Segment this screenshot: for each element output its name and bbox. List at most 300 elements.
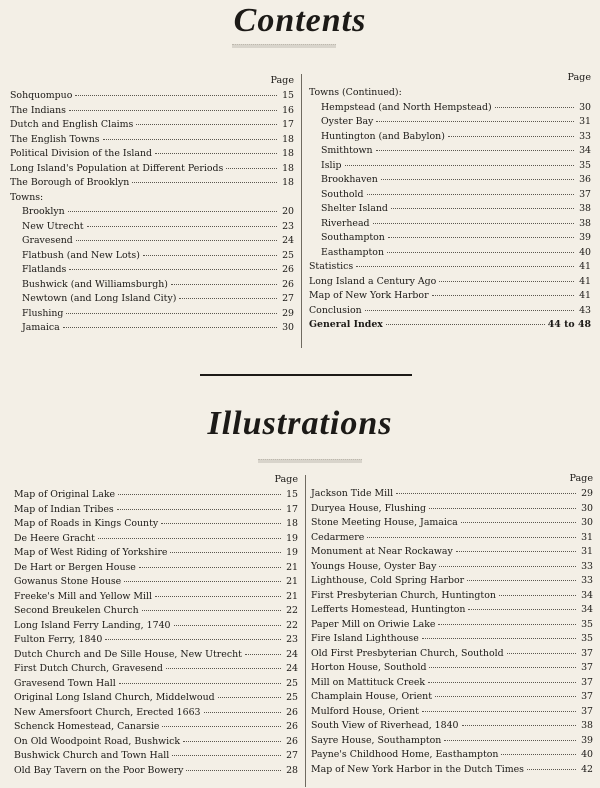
- title-ornament: [258, 459, 362, 463]
- entry-page-number: 34: [579, 145, 591, 156]
- entry-page-number: 31: [581, 531, 593, 543]
- entry-page-number: 33: [581, 575, 593, 586]
- entry-title: Old First Presbyterian Church, Southold: [311, 647, 504, 659]
- illustration-entry: [14, 764, 298, 779]
- illustration-entry: [311, 661, 593, 676]
- entry-title: Flatlands: [22, 264, 67, 275]
- entry-title: Easthampton: [321, 246, 384, 258]
- contents-entry: [309, 260, 591, 275]
- entry-page-number: 26: [286, 706, 298, 718]
- dot-leader: [155, 153, 277, 154]
- dot-leader: [155, 596, 281, 597]
- entry-page-number: 35: [581, 633, 593, 644]
- contents-entry: [309, 202, 591, 217]
- entry-page-number: 40: [579, 246, 591, 258]
- entry-page-number: 29: [581, 488, 593, 499]
- illustration-entry: [311, 690, 593, 705]
- entry-title: General Index: [309, 319, 383, 330]
- dot-leader: [87, 226, 277, 227]
- illustration-entry: [311, 734, 593, 749]
- entry-title: Riverhead: [321, 217, 370, 229]
- contents-entry: [10, 89, 294, 104]
- entry-title: Mill on Mattituck Creek: [311, 676, 426, 688]
- entry-page-number: 37: [581, 676, 593, 688]
- entry-title: Horton House, Southold: [311, 662, 427, 673]
- entry-page-number: 30: [581, 517, 593, 528]
- dot-leader: [69, 110, 277, 111]
- illustration-entry: [14, 619, 298, 634]
- contents-entry: [309, 231, 591, 246]
- dot-leader: [376, 121, 574, 122]
- entry-page-number: 39: [581, 734, 593, 746]
- dot-leader: [218, 697, 281, 698]
- entry-page-number: 31: [579, 116, 591, 127]
- dot-leader: [429, 667, 576, 668]
- entry-title: Sohquompuo: [10, 90, 73, 101]
- entry-page-number: 24: [286, 663, 298, 674]
- dot-leader: [170, 552, 281, 553]
- contents-entry: [309, 318, 591, 333]
- dot-leader: [462, 725, 576, 726]
- entry-page-number: 23: [282, 220, 294, 232]
- contents-entry: [309, 304, 591, 319]
- entry-page-number: 26: [286, 735, 298, 747]
- dot-leader: [468, 609, 576, 610]
- entry-title: Southampton: [321, 232, 385, 243]
- contents-entry: [10, 118, 294, 133]
- dot-leader: [142, 610, 281, 611]
- dot-leader: [161, 523, 281, 524]
- contents-entry: [309, 101, 591, 116]
- dot-leader: [387, 252, 574, 253]
- entry-page-number: 36: [579, 174, 591, 185]
- contents-entry: [309, 289, 591, 304]
- contents-entry: [10, 321, 294, 336]
- entry-title: Old Bay Tavern on the Poor Bowery: [14, 764, 184, 776]
- dot-leader: [456, 551, 576, 552]
- entry-page-number: 34: [581, 604, 593, 615]
- dot-leader: [174, 625, 282, 626]
- contents-entry: [309, 246, 591, 261]
- entry-title: Sayre House, Southampton: [311, 734, 442, 746]
- entry-title: Towns:: [10, 191, 44, 203]
- dot-leader: [245, 654, 281, 655]
- entry-title: Gowanus Stone House: [14, 576, 122, 587]
- entry-title: On Old Woodpoint Road, Bushwick: [14, 735, 181, 747]
- entry-title: Shelter Island: [321, 203, 388, 214]
- dot-leader: [179, 298, 277, 299]
- entry-page-number: 20: [282, 206, 294, 217]
- entry-page-number: 18: [282, 133, 294, 145]
- entry-title: Payne's Childhood Home, Easthampton: [311, 749, 499, 760]
- entry-title: Stone Meeting House, Jamaica: [311, 517, 458, 528]
- entry-page-number: 41: [579, 290, 591, 301]
- contents-entry: [10, 176, 294, 191]
- illustration-entry: [311, 647, 593, 662]
- illustration-entry: [14, 720, 298, 735]
- illustration-entry: [14, 749, 298, 764]
- illustration-entry: [14, 648, 298, 663]
- entry-title: Towns (Continued):: [309, 87, 402, 98]
- contents-entry: [10, 278, 294, 293]
- illustration-entry: [311, 632, 593, 647]
- illustration-entry: [14, 735, 298, 750]
- illustration-entry: [14, 633, 298, 648]
- entry-title: Dutch Church and De Sille House, New Utrecht: [14, 648, 242, 660]
- entry-page-number: 41: [579, 261, 591, 272]
- entry-title: Dutch and English Claims: [10, 119, 134, 130]
- dot-leader: [467, 580, 576, 581]
- entry-title: Champlain House, Orient: [311, 691, 432, 702]
- dot-leader: [162, 726, 281, 727]
- entry-page-number: 33: [581, 560, 593, 572]
- entry-page-number: 24: [286, 648, 298, 660]
- entry-title: Monument at Near Rockaway: [311, 546, 453, 557]
- dot-leader: [103, 139, 277, 140]
- dot-leader: [461, 522, 576, 523]
- entry-page-number: 19: [286, 532, 298, 544]
- illustrations-title: Illustrations: [207, 405, 393, 442]
- entry-title: First Presbyterian Church, Huntington: [311, 589, 496, 601]
- illustration-entry: [311, 574, 593, 589]
- dot-leader: [501, 754, 576, 755]
- entry-title: De Heere Gracht: [14, 532, 95, 544]
- entry-title: Gravesend Town Hall: [14, 677, 116, 689]
- contents-entry: [10, 147, 294, 162]
- entry-title: First Dutch Church, Gravesend: [14, 663, 163, 674]
- illustration-entry: [311, 589, 593, 604]
- entry-page-number: 18: [282, 148, 294, 159]
- dot-leader: [388, 237, 574, 238]
- entry-page-number: 26: [282, 264, 294, 275]
- dot-leader: [124, 581, 281, 582]
- entry-title: Long Island a Century Ago: [309, 275, 437, 287]
- entry-title: Map of Indian Tribes: [14, 503, 114, 515]
- entry-page-number: 38: [579, 203, 591, 214]
- entry-title: Smithtown: [321, 145, 373, 156]
- entry-title: Newtown (and Long Island City): [22, 293, 177, 304]
- entry-title: Second Breukelen Church: [14, 605, 139, 616]
- entry-page-number: 24: [282, 235, 294, 246]
- contents-entry: [309, 159, 591, 174]
- entry-title: Flushing: [22, 307, 64, 319]
- dot-leader: [63, 327, 277, 328]
- entry-page-number: 16: [282, 104, 294, 116]
- entry-page-number: 26: [286, 721, 298, 732]
- dot-leader: [499, 595, 576, 596]
- entry-page-number: 33: [579, 130, 591, 142]
- illustration-entry: [311, 705, 593, 720]
- entry-title: Bushwick Church and Town Hall: [14, 750, 170, 761]
- entry-title: Mulford House, Orient: [311, 705, 419, 717]
- illustration-entry: [311, 676, 593, 691]
- entry-page-number: 27: [286, 750, 298, 761]
- illustration-entry: [311, 531, 593, 546]
- entry-page-number: 40: [581, 749, 593, 760]
- entry-title: The English Towns: [10, 133, 100, 145]
- entry-title: Jackson Tide Mill: [311, 488, 394, 499]
- contents-entry: [10, 104, 294, 119]
- illustration-entry: [311, 603, 593, 618]
- dot-leader: [365, 310, 574, 311]
- illustration-entry: [14, 706, 298, 721]
- entry-page-number: 41: [579, 275, 591, 287]
- illustration-entry: [311, 618, 593, 633]
- dot-leader: [166, 668, 281, 669]
- dot-leader: [435, 696, 576, 697]
- entry-title: Fulton Ferry, 1840: [14, 634, 103, 645]
- entry-title: Political Division of the Island: [10, 148, 153, 159]
- entry-title: De Hart or Bergen House: [14, 561, 136, 573]
- contents-entry: [10, 263, 294, 278]
- contents-entry: [10, 205, 294, 220]
- entry-page-number: 18: [286, 518, 298, 529]
- contents-entry: [309, 115, 591, 130]
- illustration-entry: [311, 719, 593, 734]
- dot-leader: [68, 211, 277, 212]
- entry-page-number: 29: [282, 307, 294, 319]
- dot-leader: [367, 537, 576, 538]
- dot-leader: [448, 136, 574, 137]
- entry-title: Youngs House, Oyster Bay: [311, 560, 437, 572]
- entry-page-number: 34: [581, 589, 593, 601]
- dot-leader: [428, 682, 576, 683]
- dot-leader: [396, 493, 576, 494]
- entry-page-number: 25: [286, 677, 298, 689]
- contents-entry: [10, 307, 294, 322]
- entry-title: Duryea House, Flushing: [311, 502, 427, 514]
- dot-leader: [429, 508, 576, 509]
- entry-title: Conclusion: [309, 304, 362, 316]
- entry-page-number: 18: [282, 177, 294, 188]
- entry-page-number: 38: [579, 217, 591, 229]
- entry-title: Huntington (and Babylon): [321, 130, 445, 142]
- dot-leader: [356, 266, 574, 267]
- contents-entry: [10, 191, 294, 206]
- entry-page-number: 37: [579, 188, 591, 200]
- dot-leader: [422, 638, 576, 639]
- entry-page-number: 43: [579, 304, 591, 316]
- column-divider: [301, 74, 302, 348]
- entry-page-number: 37: [581, 705, 593, 717]
- illustration-entry: [311, 748, 593, 763]
- entry-title: Jamaica: [22, 322, 60, 333]
- entry-page-number: 25: [282, 249, 294, 261]
- entry-page-number: 22: [286, 619, 298, 631]
- dot-leader: [507, 653, 576, 654]
- illustrations-right-column: [311, 472, 593, 777]
- dot-leader: [143, 255, 277, 256]
- dot-leader: [136, 124, 277, 125]
- entry-page-number: 37: [581, 647, 593, 659]
- dot-leader: [186, 770, 281, 771]
- dot-leader: [75, 95, 277, 96]
- illustrations-left-column: [14, 473, 298, 778]
- entry-page-number: 17: [286, 503, 298, 515]
- entry-page-number: 30: [282, 322, 294, 333]
- illustration-entry: [14, 517, 298, 532]
- entry-title: The Borough of Brooklyn: [10, 177, 130, 188]
- illustration-entry: [14, 561, 298, 576]
- dot-leader: [373, 223, 574, 224]
- entry-page-number: 25: [286, 692, 298, 703]
- dot-leader: [444, 740, 576, 741]
- dot-leader: [119, 683, 281, 684]
- dot-leader: [171, 284, 277, 285]
- entry-page-number: 28: [286, 764, 298, 776]
- illustration-entry: [14, 546, 298, 561]
- entry-title: Long Island's Population at Different Periods: [10, 162, 224, 174]
- entry-page-number: 37: [581, 662, 593, 673]
- dot-leader: [132, 182, 277, 183]
- page-column-header: Page: [274, 474, 298, 485]
- contents-right-column: [309, 71, 591, 333]
- dot-leader: [439, 566, 576, 567]
- dot-leader: [117, 509, 281, 510]
- dot-leader: [527, 769, 576, 770]
- column-divider: [305, 475, 306, 787]
- entry-page-number: 21: [286, 576, 298, 587]
- entry-page-number: 27: [282, 293, 294, 304]
- illustration-entry: [311, 516, 593, 531]
- illustration-entry: [14, 503, 298, 518]
- entry-page-number: 35: [581, 618, 593, 630]
- contents-entry: [10, 162, 294, 177]
- entry-title: Fire Island Lighthouse: [311, 633, 419, 644]
- entry-title: New Amersfoort Church, Erected 1663: [14, 706, 201, 718]
- entry-page-number: 19: [286, 547, 298, 558]
- contents-entry: [309, 188, 591, 203]
- entry-page-number: 26: [282, 278, 294, 290]
- dot-leader: [139, 567, 281, 568]
- dot-leader: [432, 295, 574, 296]
- entry-page-number: 30: [579, 101, 591, 113]
- entry-page-number: 42: [581, 763, 593, 775]
- illustration-entry: [14, 604, 298, 619]
- entry-page-number: 31: [581, 546, 593, 557]
- contents-entry: [10, 292, 294, 307]
- dot-leader: [386, 324, 545, 325]
- entry-title: New Utrecht: [22, 220, 84, 232]
- dot-leader: [367, 194, 574, 195]
- dot-leader: [345, 165, 574, 166]
- entry-title: South View of Riverhead, 1840: [311, 720, 459, 731]
- entry-page-number: 38: [581, 720, 593, 731]
- entry-page-number: 21: [286, 590, 298, 602]
- entry-title: Cedarmere: [311, 531, 365, 543]
- contents-entry: [309, 217, 591, 232]
- entry-page-number: 22: [286, 605, 298, 616]
- entry-title: Schenck Homestead, Canarsie: [14, 721, 160, 732]
- contents-entry: [10, 249, 294, 264]
- entry-page-number: 35: [579, 159, 591, 171]
- contents-left-column: [10, 74, 294, 336]
- contents-entry: [309, 173, 591, 188]
- entry-page-number: 18: [282, 162, 294, 174]
- contents-entry: [10, 234, 294, 249]
- dot-leader: [76, 240, 277, 241]
- entry-title: Bushwick (and Williamsburgh): [22, 278, 168, 290]
- entry-title: Paper Mill on Oriwie Lake: [311, 618, 436, 630]
- contents-entry: [10, 220, 294, 235]
- entry-page-number: 23: [286, 634, 298, 645]
- dot-leader: [439, 281, 574, 282]
- illustration-entry: [14, 575, 298, 590]
- illustration-entry: [14, 488, 298, 503]
- illustration-entry: [311, 502, 593, 517]
- entry-title: Statistics: [309, 261, 354, 272]
- entry-title: Map of West Riding of Yorkshire: [14, 547, 168, 558]
- illustration-entry: [14, 691, 298, 706]
- dot-leader: [98, 538, 281, 539]
- dot-leader: [204, 712, 281, 713]
- entry-page-number: 21: [286, 561, 298, 573]
- entry-title: Islip: [321, 159, 342, 171]
- entry-title: Brookhaven: [321, 174, 378, 185]
- entry-title: Long Island Ferry Landing, 1740: [14, 619, 171, 631]
- page-column-header: Page: [270, 75, 294, 86]
- illustration-entry: [14, 590, 298, 605]
- dot-leader: [66, 313, 277, 314]
- title-ornament: [232, 44, 336, 48]
- dot-leader: [391, 208, 574, 209]
- entry-title: Southold: [321, 188, 364, 200]
- illustration-entry: [311, 545, 593, 560]
- entry-page-number: 39: [579, 232, 591, 243]
- illustration-entry: [14, 677, 298, 692]
- dot-leader: [105, 639, 281, 640]
- entry-title: Oyster Bay: [321, 116, 374, 127]
- dot-leader: [172, 755, 281, 756]
- illustration-entry: [311, 487, 593, 502]
- dot-leader: [226, 168, 277, 169]
- entry-title: Flatbush (and New Lots): [22, 249, 140, 261]
- entry-page-number: 15: [282, 90, 294, 101]
- dot-leader: [422, 711, 576, 712]
- entry-title: Original Long Island Church, Middelwoud: [14, 692, 215, 703]
- entry-title: Map of Original Lake: [14, 489, 116, 500]
- contents-title: Contents: [233, 2, 367, 39]
- contents-entry: [309, 144, 591, 159]
- dot-leader: [118, 494, 281, 495]
- entry-title: Lefferts Homestead, Huntington: [311, 604, 466, 615]
- entry-page-number: 15: [286, 489, 298, 500]
- contents-entry: [309, 275, 591, 290]
- illustration-entry: [14, 662, 298, 677]
- contents-entry: [10, 133, 294, 148]
- page-column-header: Page: [567, 72, 591, 83]
- illustration-entry: [311, 560, 593, 575]
- entry-title: Hempstead (and North Hempstead): [321, 101, 492, 113]
- entry-title: Freeke's Mill and Yellow Mill: [14, 590, 153, 602]
- entry-title: Gravesend: [22, 235, 73, 246]
- illustration-entry: [14, 532, 298, 547]
- dot-leader: [381, 179, 574, 180]
- section-separator: [200, 374, 412, 376]
- entry-title: Map of Roads in Kings County: [14, 518, 159, 529]
- dot-leader: [438, 624, 576, 625]
- page-column-header: Page: [569, 473, 593, 484]
- dot-leader: [69, 269, 277, 270]
- entry-page-number: 44 to 48: [547, 319, 591, 330]
- entry-title: Map of New York Harbor: [309, 290, 429, 301]
- contents-entry: [309, 86, 591, 101]
- illustration-entry: [311, 763, 593, 778]
- entry-page-number: 37: [581, 691, 593, 702]
- entry-title: Brooklyn: [22, 206, 65, 217]
- entry-page-number: 30: [581, 502, 593, 514]
- entry-title: Lighthouse, Cold Spring Harbor: [311, 575, 465, 586]
